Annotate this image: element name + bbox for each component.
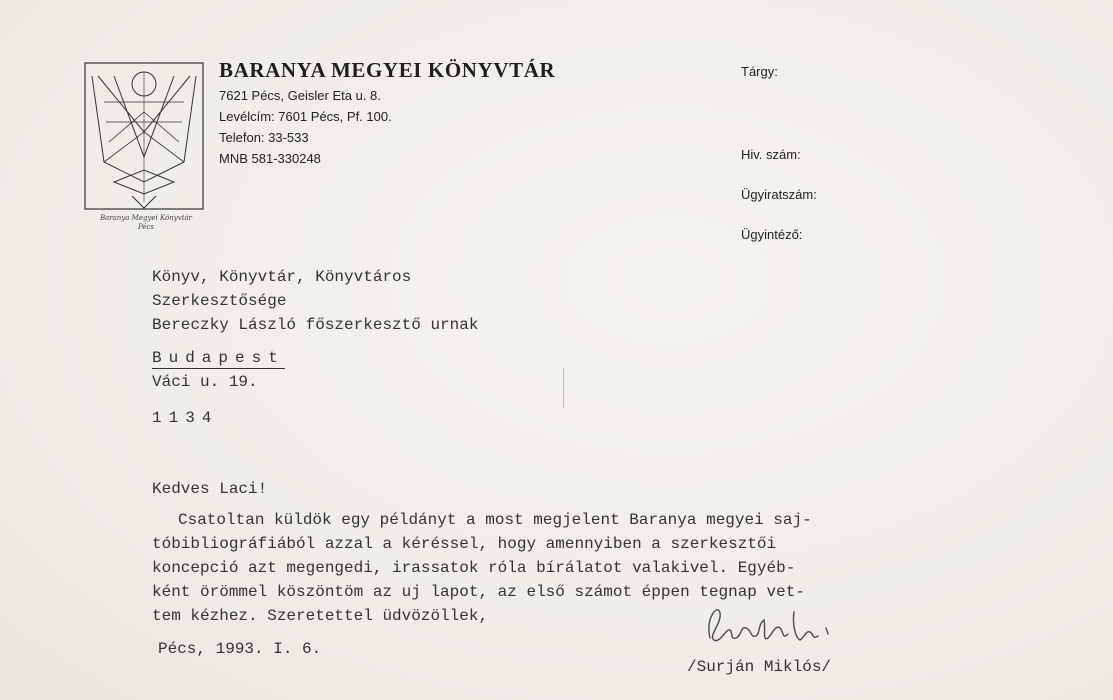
body-line: ként örömmel köszöntöm az uj lapot, az első számot éppen tegnap vet- <box>152 583 805 601</box>
recipient-line-3: Bereczky László főszerkesztő urnak <box>152 316 479 334</box>
handler-label: Ügyintéző: <box>741 227 803 242</box>
salutation: Kedves Laci! <box>152 480 268 498</box>
postal-address-line: Levélcím: 7601 Pécs, Pf. 100. <box>219 109 392 124</box>
address-line: 7621 Pécs, Geisler Eta u. 8. <box>219 88 381 103</box>
phone-line: Telefon: 33-533 <box>219 130 309 145</box>
recipient-line-2: Szerkesztősége <box>152 292 287 310</box>
organization-name: BARANYA MEGYEI KÖNYVTÁR <box>219 58 556 82</box>
body-line: koncepció azt megengedi, irassatok róla bírálatot valakivel. Egyéb- <box>152 559 796 577</box>
place-and-date: Pécs, 1993. I. 6. <box>158 640 322 658</box>
body-line: tóbibliográfiából azzal a kéréssel, hogy amennyiben a szerkesztői <box>152 535 777 553</box>
recipient-line-1: Könyv, Könyvtár, Könyvtáros <box>152 268 412 286</box>
signatory-name: /Surján Miklós/ <box>687 658 832 676</box>
paper-mark <box>563 368 564 408</box>
handwritten-signature-icon <box>700 598 860 658</box>
bank-account-line: MNB 581-330248 <box>219 151 321 166</box>
recipient-postcode: 1134 <box>152 409 219 427</box>
body-line: Csatoltan küldök egy példányt a most megjelent Baranya megyei saj- <box>178 511 812 529</box>
library-logo-icon <box>84 62 204 210</box>
file-number-label: Ügyiratszám: <box>741 187 817 202</box>
reference-number-label: Hiv. szám: <box>741 147 801 162</box>
logo-caption: Baranya Megyei Könyvtár Pécs <box>99 214 193 231</box>
recipient-city: Budapest <box>152 349 285 367</box>
recipient-street: Váci u. 19. <box>152 373 258 391</box>
subject-label: Tárgy: <box>741 64 778 79</box>
body-line: tem kézhez. Szeretettel üdvözöllek, <box>152 607 489 625</box>
